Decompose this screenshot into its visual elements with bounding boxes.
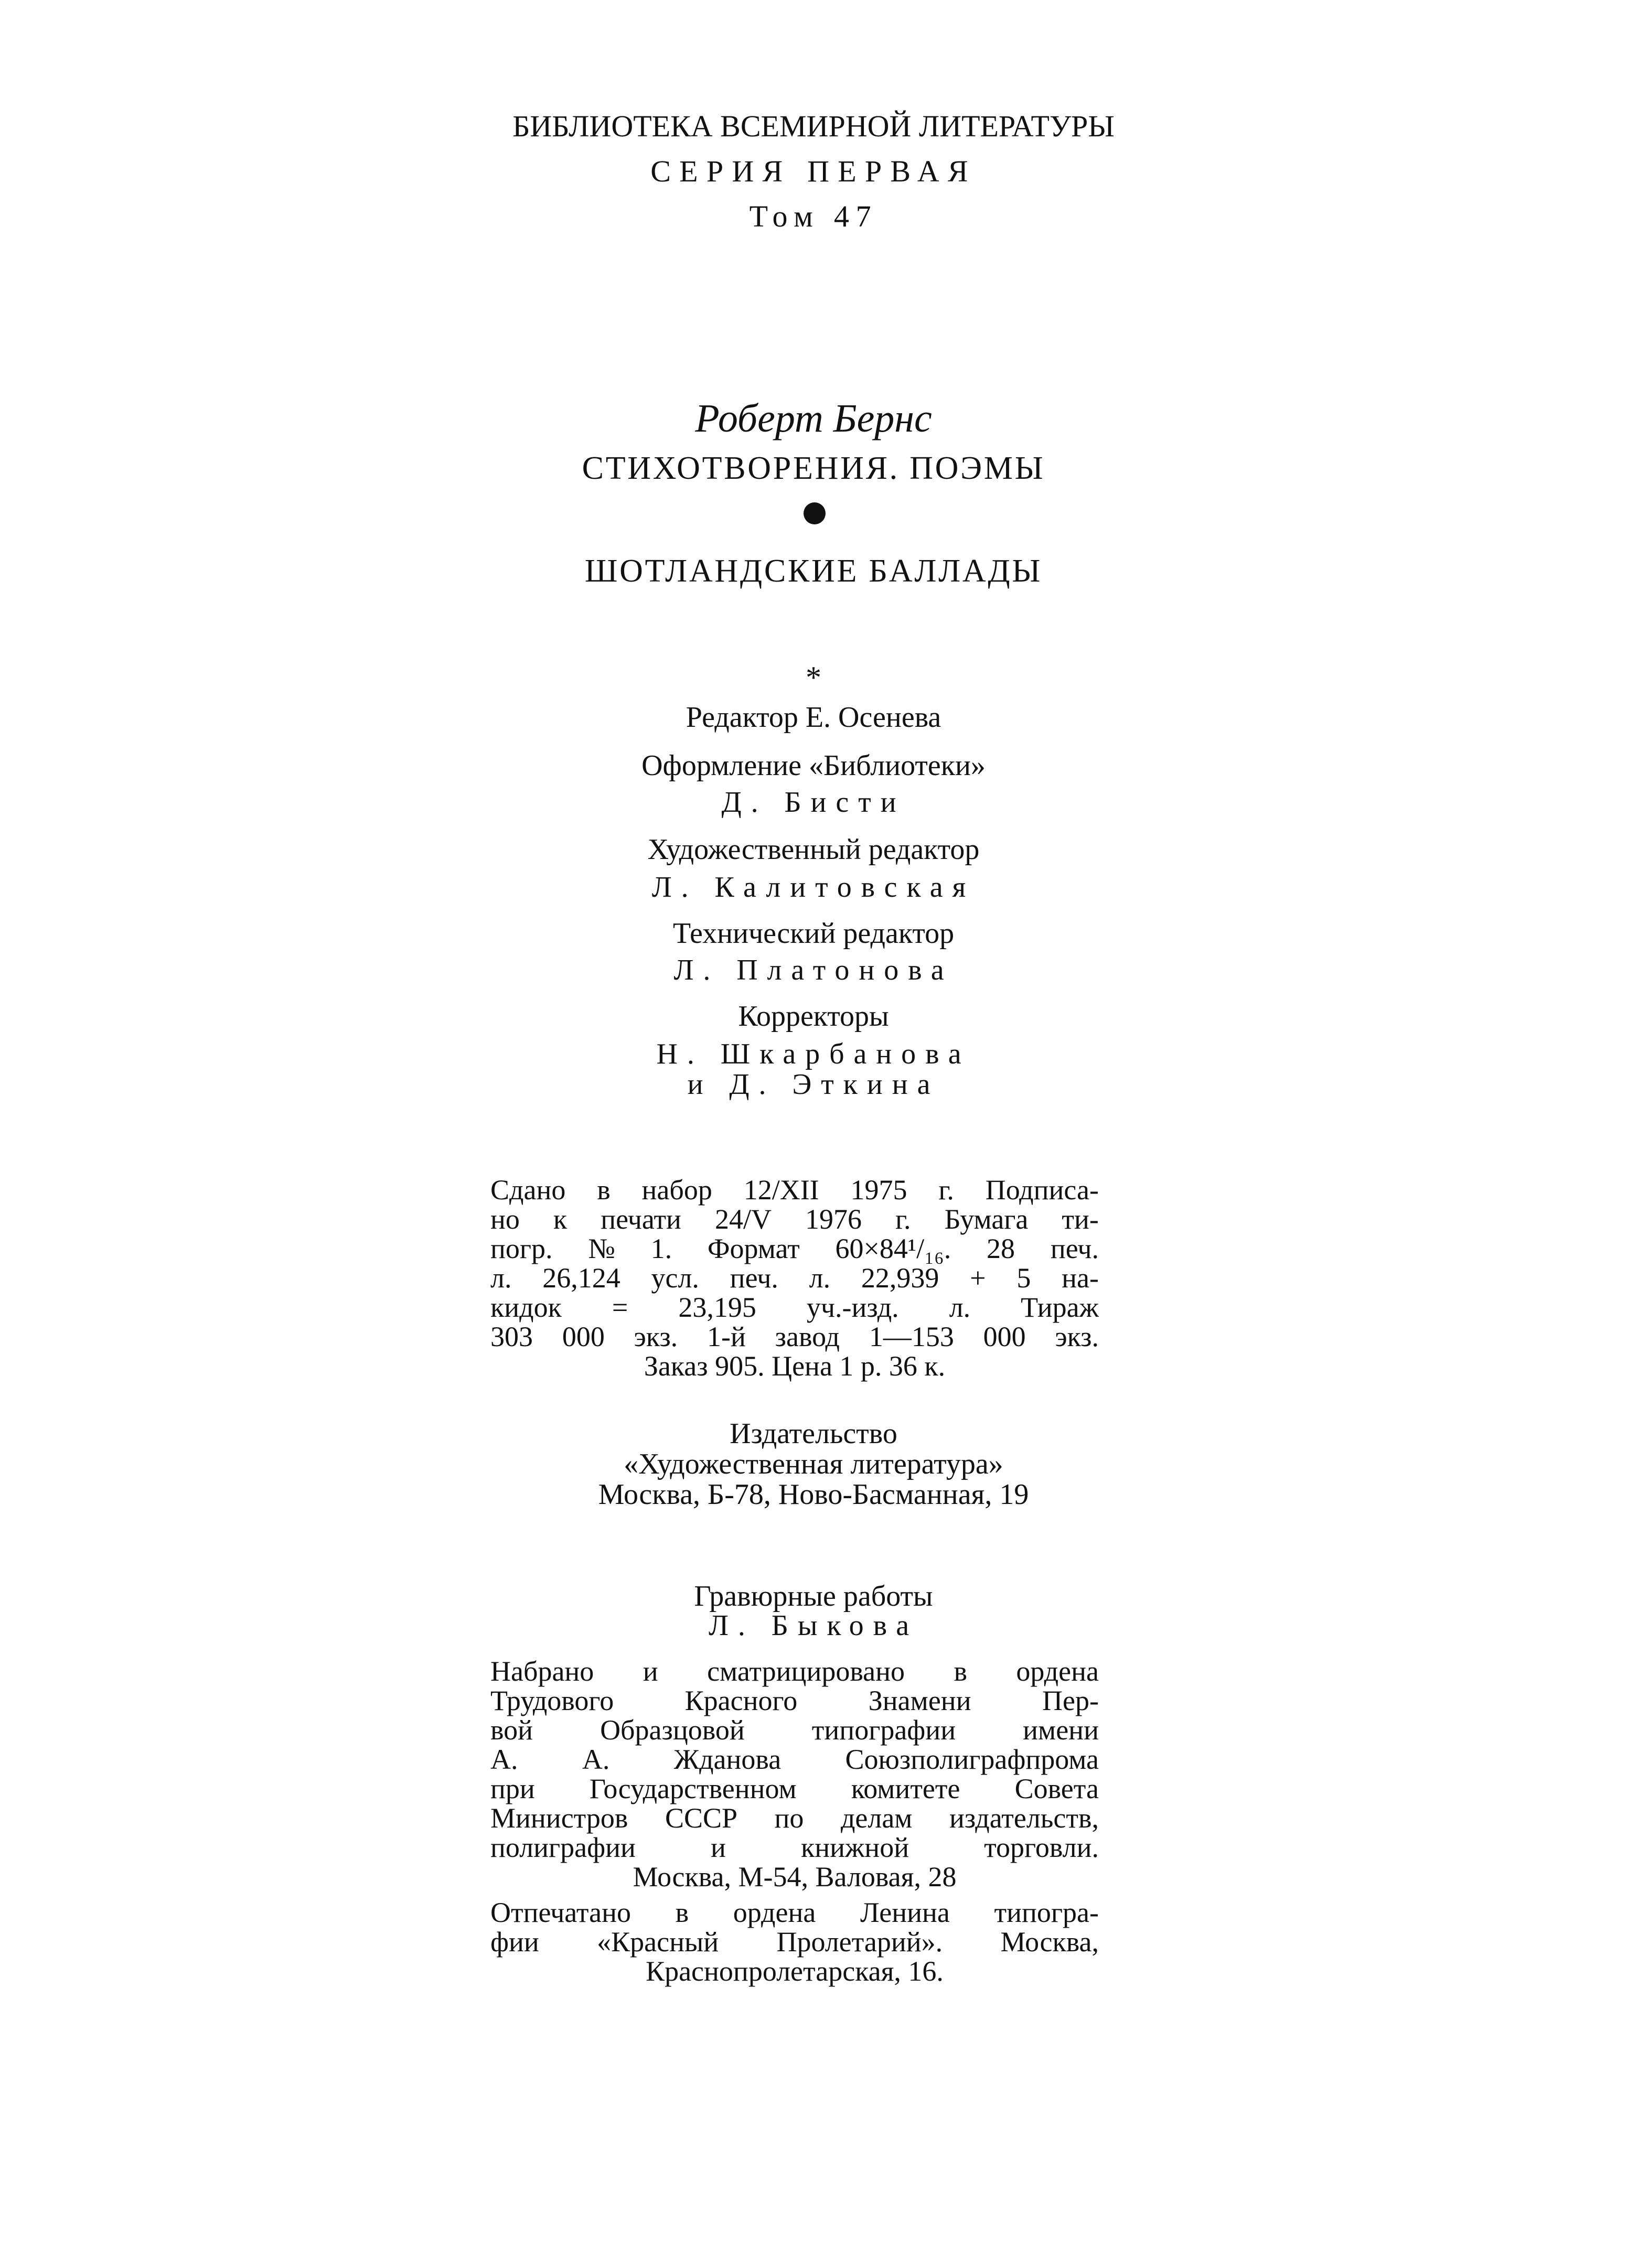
- imprint-line-text: завод: [775, 1321, 840, 1352]
- printing-line-text: Набрано: [490, 1656, 594, 1687]
- series-library-title: БИБЛИОТЕКА ВСЕМИРНОЙ ЛИТЕРАТУРЫ: [512, 109, 1115, 143]
- imprint-line-text: 23,195: [678, 1292, 756, 1323]
- imprint-line: [490, 1323, 1099, 1352]
- printing-line-text: издательств,: [949, 1802, 1099, 1834]
- printing-line-text: вой: [490, 1714, 533, 1746]
- printing-line-text: Москва, М-54, Валовая, 28: [633, 1861, 957, 1893]
- imprint-line-text: +: [970, 1262, 986, 1294]
- printing-line-text: сматрицировано: [707, 1656, 905, 1687]
- imprint-line-text: №: [588, 1233, 615, 1264]
- printing-line-text: Образцовой: [600, 1714, 745, 1746]
- printing-line-text: и: [711, 1832, 726, 1863]
- imprint-line-text: 12/XII: [743, 1174, 819, 1206]
- printing-line-text: делам: [840, 1802, 913, 1834]
- printing-block: [490, 1657, 1099, 1892]
- printing-line: [490, 1833, 1099, 1863]
- imprint-line-text: г.: [938, 1174, 954, 1206]
- imprint-line-text: 5: [1016, 1262, 1031, 1294]
- imprint-line-text: печ.: [1050, 1233, 1099, 1264]
- printing-line: [490, 1686, 1099, 1716]
- imprint-line-text: но: [490, 1203, 520, 1235]
- imprint-line: [490, 1293, 1099, 1323]
- imprint-line-text: печ.: [730, 1262, 778, 1294]
- print-shop-block: [490, 1898, 1099, 1986]
- tech-editor-name: Л. Платонова: [673, 954, 954, 986]
- book-subtitle: ШОТЛАНДСКИЕ БАЛЛАДЫ: [584, 553, 1043, 589]
- imprint-line-text: 1—153: [869, 1321, 954, 1352]
- imprint-line-text: экз.: [1055, 1321, 1099, 1352]
- imprint-line-text: л.: [949, 1292, 971, 1323]
- print-shop-line-text: Отпечатано: [490, 1897, 631, 1928]
- print-shop-line-text: «Красный: [597, 1926, 719, 1958]
- imprint-line-text: экз.: [634, 1321, 678, 1352]
- bullet-separator: [804, 502, 826, 524]
- printing-line-text: А.: [582, 1744, 610, 1775]
- imprint-line-text: 000: [562, 1321, 605, 1352]
- imprint-line-text: погр.: [490, 1233, 553, 1264]
- imprint-line-text: Сдано: [490, 1174, 566, 1206]
- proofreaders-role: Корректоры: [738, 1000, 889, 1033]
- printing-line-text: Министров: [490, 1802, 628, 1834]
- printing-line-text: типографии: [811, 1714, 956, 1746]
- imprint-line-text: на-: [1062, 1262, 1099, 1294]
- printing-line-text: Красного: [684, 1685, 798, 1716]
- print-shop-line-text: ордена: [733, 1897, 816, 1928]
- printing-line-text: А.: [490, 1744, 518, 1775]
- imprint-line-text: 1976: [805, 1203, 862, 1235]
- printing-line: [490, 1863, 1099, 1892]
- print-shop-line: [490, 1928, 1099, 1957]
- design-name: Д. Бисти: [721, 786, 906, 819]
- imprint-line-text: кидок: [490, 1292, 562, 1323]
- imprint-line-text: 22,939: [861, 1262, 939, 1294]
- printing-line-text: имени: [1023, 1714, 1099, 1746]
- printing-line-text: Трудового: [490, 1685, 614, 1716]
- imprint-line-text: 24/V: [714, 1203, 772, 1235]
- printing-line-text: книжной: [800, 1832, 909, 1863]
- imprint-line-text: набор: [641, 1174, 712, 1206]
- imprint-line-text: Формат: [707, 1233, 800, 1264]
- printing-line-text: Союзполиграфпрома: [845, 1744, 1099, 1775]
- printing-line: [490, 1745, 1099, 1775]
- print-shop-line-text: Краснопролетарская, 16.: [646, 1955, 944, 1987]
- printing-line-text: торговли.: [984, 1832, 1099, 1863]
- design-role: Оформление «Библиотеки»: [641, 749, 986, 782]
- publisher-label: Издательство: [730, 1417, 897, 1450]
- proofreader-2: и Д. Эткина: [687, 1068, 940, 1101]
- imprint-line: [490, 1264, 1099, 1293]
- imprint-line-text: Заказ 905. Цена 1 р. 36 к.: [644, 1350, 946, 1382]
- imprint-line-text: л.: [490, 1262, 512, 1294]
- imprint-line: [490, 1352, 1099, 1381]
- print-shop-line-text: типогра-: [994, 1897, 1099, 1928]
- imprint-line-text: усл.: [651, 1262, 699, 1294]
- printing-line: [490, 1716, 1099, 1745]
- printing-line-text: Жданова: [673, 1744, 782, 1775]
- art-editor-name: Л. Калитовская: [651, 871, 976, 904]
- printing-line: [490, 1657, 1099, 1686]
- print-shop-line-text: Москва,: [1000, 1926, 1099, 1958]
- imprint-line-text: л.: [809, 1262, 831, 1294]
- tech-editor-role: Технический редактор: [672, 917, 955, 950]
- volume-number: Том 47: [749, 199, 878, 233]
- book-author: Роберт Бернс: [695, 396, 932, 440]
- imprint-line-text: Бумага: [944, 1203, 1029, 1235]
- imprint-line-text: 303: [490, 1321, 533, 1352]
- printing-line: [490, 1775, 1099, 1804]
- imprint-line-text: 26,124: [542, 1262, 620, 1294]
- imprint-line-text: 1975: [850, 1174, 907, 1206]
- imprint-line-text: =: [612, 1292, 628, 1323]
- printing-line-text: Пер-: [1042, 1685, 1099, 1716]
- printing-line-text: комитете: [851, 1773, 960, 1804]
- engraving-name: Л. Быкова: [709, 1609, 918, 1642]
- printing-line-text: Знамени: [868, 1685, 971, 1716]
- editor-credit: Редактор Е. Осенева: [686, 701, 941, 734]
- art-editor-role: Художественный редактор: [647, 833, 980, 866]
- imprint-line-text: Подписа-: [985, 1174, 1099, 1206]
- imprint-line-text: 60×84¹/₁₆.: [835, 1233, 951, 1264]
- book-title: СТИХОТВОРЕНИЯ. ПОЭМЫ: [582, 450, 1045, 486]
- imprint-line-text: 1-й: [707, 1321, 746, 1352]
- printing-line-text: при: [490, 1773, 535, 1804]
- printing-line-text: в: [954, 1656, 967, 1687]
- asterisk-separator: *: [806, 660, 821, 695]
- printing-line-text: СССР: [665, 1802, 738, 1834]
- imprint-line-text: 1.: [650, 1233, 672, 1264]
- series-name: СЕРИЯ ПЕРВАЯ: [650, 154, 977, 188]
- print-shop-line-text: в: [675, 1897, 689, 1928]
- print-shop-line-text: фии: [490, 1926, 539, 1958]
- proofreader-1: Н. Шкарбанова: [656, 1038, 971, 1070]
- imprint-line-text: в: [597, 1174, 611, 1206]
- imprint-line-text: печати: [601, 1203, 681, 1235]
- imprint-line-text: 000: [983, 1321, 1026, 1352]
- printing-line-text: и: [643, 1656, 658, 1687]
- imprint-line: [490, 1176, 1099, 1205]
- printing-line-text: Совета: [1014, 1773, 1099, 1804]
- printing-line-text: Государственном: [589, 1773, 797, 1804]
- imprint-line: [490, 1205, 1099, 1234]
- printing-line-text: ордена: [1016, 1656, 1099, 1687]
- printing-line-text: полиграфии: [490, 1832, 636, 1863]
- printing-line-text: по: [774, 1802, 804, 1834]
- print-shop-line: [490, 1898, 1099, 1928]
- imprint-line-text: г.: [895, 1203, 911, 1235]
- print-shop-line: [490, 1957, 1099, 1986]
- publisher-name: «Художественная литература»: [624, 1448, 1003, 1480]
- imprint-line-text: Тираж: [1021, 1292, 1099, 1323]
- imprint-line-text: ти-: [1062, 1203, 1099, 1235]
- imprint-line-text: 28: [987, 1233, 1015, 1264]
- print-shop-line-text: Пролетарий».: [776, 1926, 943, 1958]
- imprint-block: [490, 1176, 1099, 1381]
- printing-line: [490, 1804, 1099, 1833]
- publisher-address: Москва, Б-78, Ново-Басманная, 19: [598, 1478, 1029, 1511]
- imprint-line: [490, 1234, 1099, 1264]
- imprint-line-text: к: [553, 1203, 568, 1235]
- imprint-line-text: уч.-изд.: [806, 1292, 899, 1323]
- engraving-label: Гравюрные работы: [694, 1580, 933, 1613]
- print-shop-line-text: Ленина: [860, 1897, 950, 1928]
